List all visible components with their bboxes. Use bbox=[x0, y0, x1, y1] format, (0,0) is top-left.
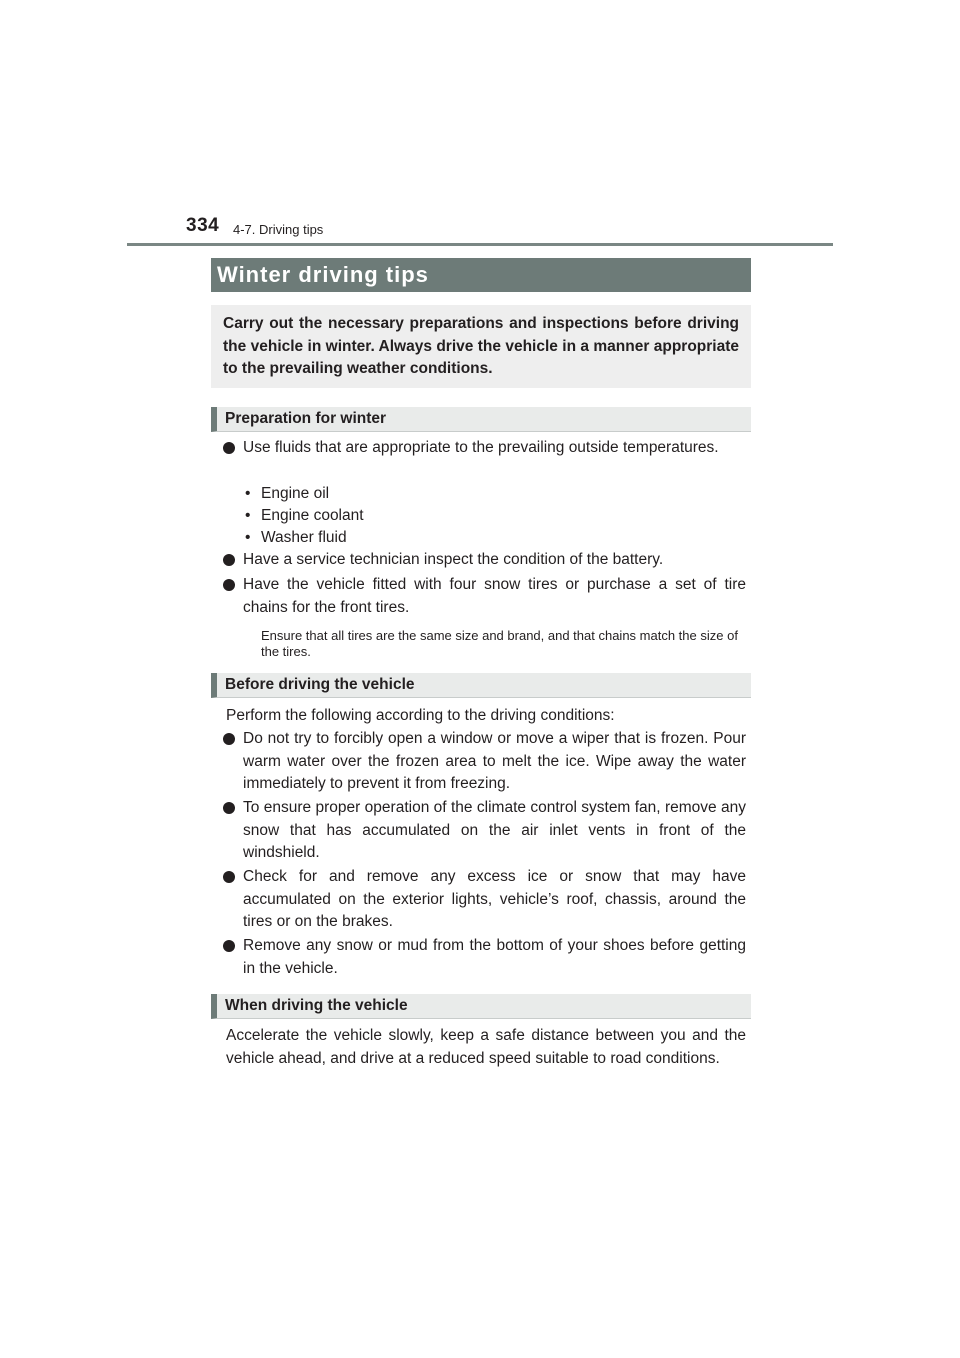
section-heading-label: Before driving the vehicle bbox=[225, 676, 415, 693]
header-divider bbox=[127, 243, 833, 246]
section-heading-when-driving bbox=[211, 994, 751, 1019]
bullet-text: Have the vehicle fitted with four snow tires or purchase a set of tire chains for the front tires. bbox=[243, 576, 746, 616]
bullet-dot-icon bbox=[223, 871, 235, 883]
lead-text: Perform the following according to the driving conditions: bbox=[226, 707, 615, 724]
page-number: 334 bbox=[186, 215, 220, 236]
intro-box bbox=[211, 305, 751, 388]
bullet-dot-icon bbox=[223, 802, 235, 814]
bullet-dot-icon bbox=[223, 940, 235, 952]
bullet-text: To ensure proper operation of the climate control system fan, remove any snow that has accumulated on the air inlet vents in front of the windshield. bbox=[243, 799, 746, 861]
bullet-dot-icon bbox=[223, 579, 235, 591]
bullet-dot-icon bbox=[223, 442, 235, 454]
section-heading-before-driving bbox=[211, 673, 751, 698]
sub-item-text: Engine oil bbox=[261, 485, 330, 502]
bullet-text: Use fluids that are appropriate to the prevailing outside temperatures. bbox=[243, 439, 719, 456]
sub-item-text: Washer fluid bbox=[261, 529, 347, 546]
list-item bbox=[223, 549, 746, 572]
section-heading-label: When driving the vehicle bbox=[225, 997, 408, 1014]
bullet-dot-icon bbox=[223, 554, 235, 566]
page-title-bar bbox=[211, 258, 751, 292]
bullet-text: Remove any snow or mud from the bottom of your shoes before getting in the vehicle. bbox=[243, 937, 746, 977]
body-paragraph: Accelerate the vehicle slowly, keep a safe distance between you and the vehicle ahead, and drive at a reduced speed suitable to road conditions. bbox=[226, 1027, 746, 1067]
section-heading-label: Preparation for winter bbox=[225, 410, 387, 427]
bullet-dot-icon bbox=[223, 733, 235, 745]
intro-text: Carry out the necessary preparations and inspections before driving the vehicle in winter. Always drive the vehicle in a manner appropriate to the prevailing weather conditions. bbox=[223, 315, 739, 377]
section-heading-preparation bbox=[211, 407, 751, 432]
list-item bbox=[223, 935, 746, 980]
list-item bbox=[223, 437, 746, 460]
sub-bullet-marker: • bbox=[245, 507, 251, 524]
sub-list-item bbox=[245, 483, 329, 505]
bullet-text: Do not try to forcibly open a window or move a wiper that is frozen. Pour warm water over the frozen area to melt the ice. Wipe away the water immediately to prevent it from freezing. bbox=[243, 730, 746, 792]
sub-list-item bbox=[245, 505, 364, 527]
bullet-text: Have a service technician inspect the condition of the battery. bbox=[243, 551, 664, 568]
list-item bbox=[223, 574, 746, 619]
sub-bullet-marker: • bbox=[245, 529, 251, 546]
bullet-text: Check for and remove any excess ice or snow that may have accumulated on the exterior lights, vehicle’s roof, chassis, around the tires or on the brakes. bbox=[243, 868, 746, 930]
sub-item-text: Engine coolant bbox=[261, 507, 364, 524]
list-item bbox=[223, 866, 746, 934]
page-title: Winter driving tips bbox=[217, 262, 429, 287]
list-item bbox=[223, 728, 746, 796]
sub-list-item bbox=[245, 527, 347, 549]
note-text: Ensure that all tires are the same size and brand, and that chains match the size of the tires. bbox=[261, 628, 738, 659]
sub-bullet-marker: • bbox=[245, 485, 251, 502]
list-item bbox=[223, 797, 746, 865]
page-header bbox=[0, 0, 960, 250]
running-head: 4-7. Driving tips bbox=[233, 222, 324, 237]
